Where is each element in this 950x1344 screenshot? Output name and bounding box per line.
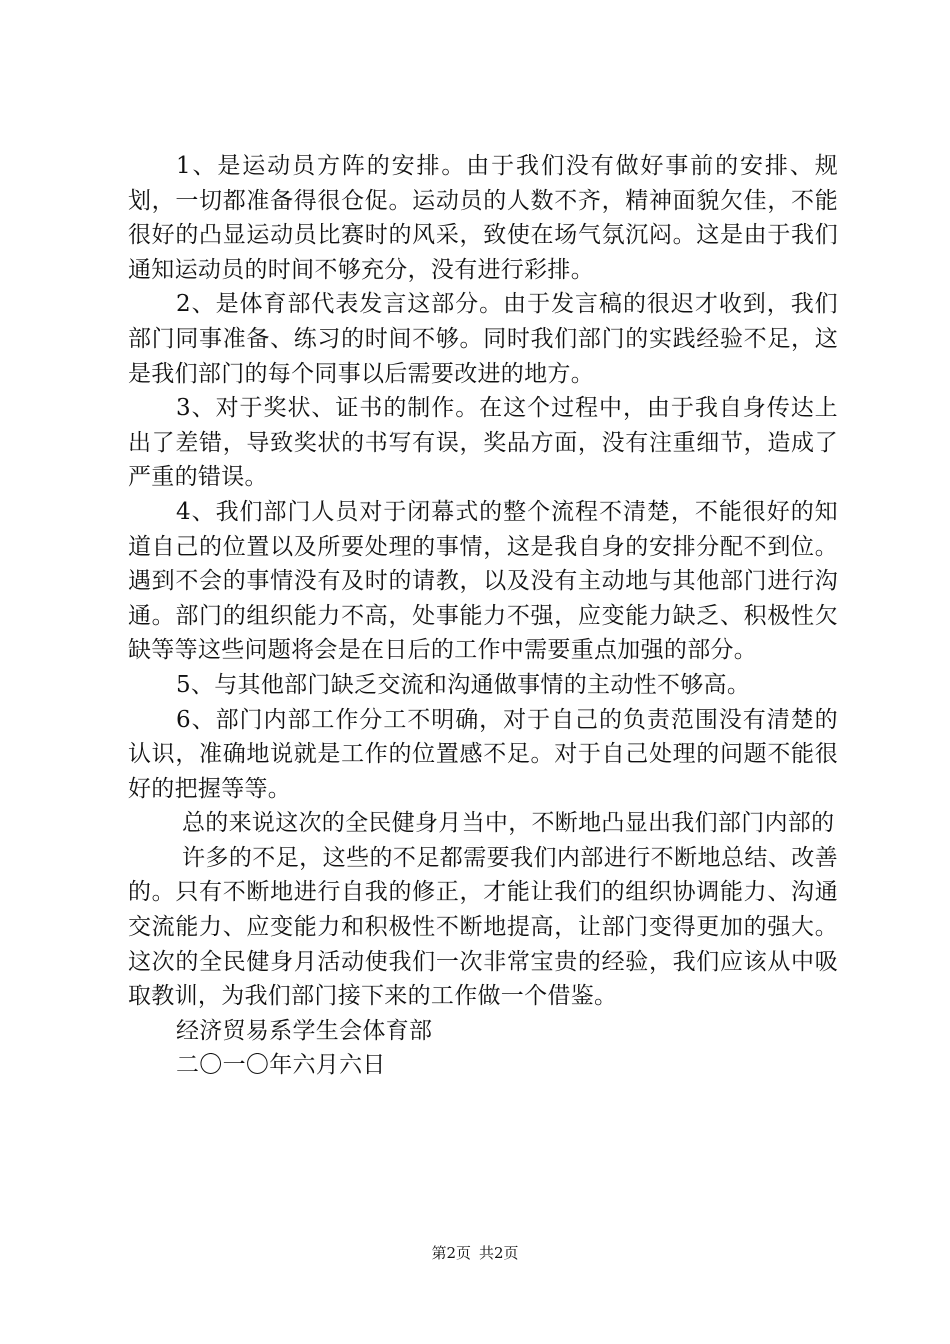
page-number-total: 共2页 — [479, 1244, 519, 1262]
paragraph-2: 2、是体育部代表发言这部分。由于发言稿的很迟才收到，我们部门同事准备、练习的时间不够。同时我们部门的实践经验不足，这是我们部门的每个同事以后需要改进的地方。 — [128, 291, 838, 387]
document-body — [128, 149, 838, 1083]
paragraph-conclusion: 许多的不足，这些的不足都需要我们内部进行不断地总结、改善的。只有不断地进行自我的修正，才能让我们的组织协调能力、沟通交流能力、应变能力和积极性不断地提高，让部门变得更加的强大。这次的全民健身月活动使我们一次非常宝贵的经验，我们应该从中吸取教训，为我们部门接下来的工作做一个借鉴。 — [128, 844, 838, 1010]
signature-date: 二〇一〇年六月六日 — [176, 1052, 386, 1079]
paragraph-3: 3、对于奖状、证书的制作。在这个过程中，由于我自身传达上出了差错，导致奖状的书写有误，奖品方面，没有注重细节，造成了严重的错误。 — [128, 395, 838, 491]
page-number-current: 第2页 — [431, 1244, 471, 1262]
paragraph-5: 5、与其他部门缺乏交流和沟通做事情的主动性不够高。 — [176, 671, 751, 698]
signature-organization: 经济贸易系学生会体育部 — [176, 1017, 433, 1044]
paragraph-summary: 总的来说这次的全民健身月当中，不断地凸显出我们部门内部的 — [182, 810, 835, 837]
paragraph-4: 4、我们部门人员对于闭幕式的整个流程不清楚，不能很好的知道自己的位置以及所要处理的事情，这是我自身的安排分配不到位。遇到不会的事情没有及时的请教，以及没有主动地与其他部门进行沟通。部门的组织能力不高，处事能力不强，应变能力缺乏、积极性欠缺等等这些问题将会是在日后的工作中需要重点加强的部分。 — [128, 498, 838, 664]
paragraph-1: 1、是运动员方阵的安排。由于我们没有做好事前的安排、规划，一切都准备得很仓促。运动员的人数不齐，精神面貌欠佳，不能很好的凸显运动员比赛时的风采，致使在场气氛沉闷。这是由于我们通知运动员的时间不够充分，没有进行彩排。 — [128, 153, 838, 283]
paragraph-6: 6、部门内部工作分工不明确，对于自己的负责范围没有清楚的认识，准确地说就是工作的位置感不足。对于自己处理的问题不能很好的把握等等。 — [128, 706, 838, 802]
page-footer — [0, 1243, 950, 1263]
